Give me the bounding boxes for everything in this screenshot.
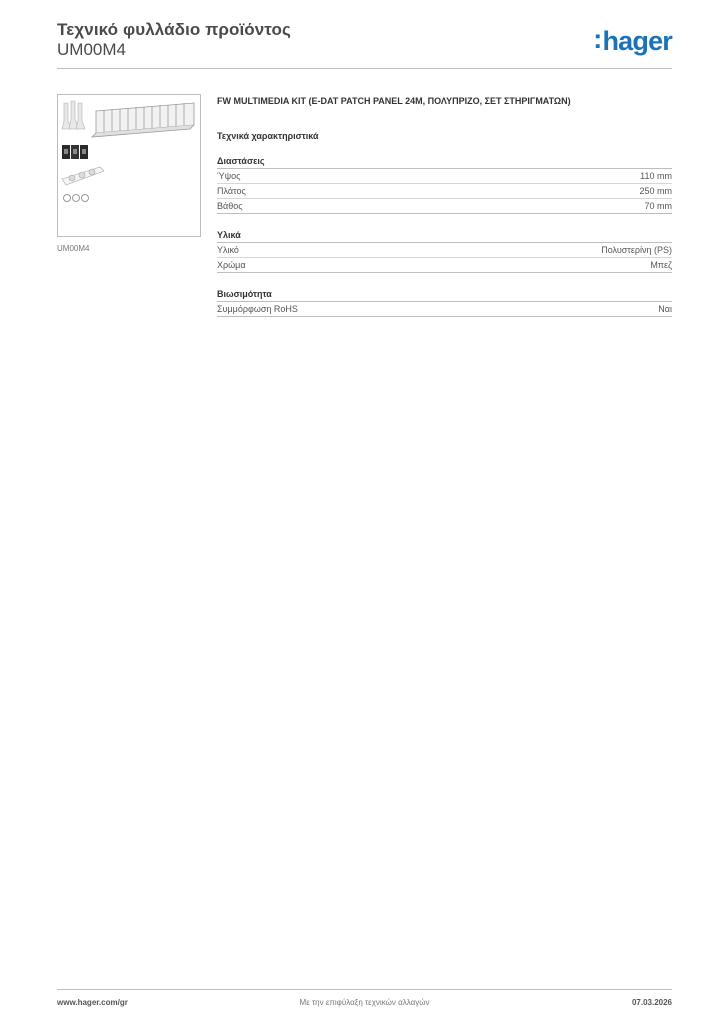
spec-label: Ύψος bbox=[217, 171, 241, 181]
page-footer bbox=[57, 998, 672, 1012]
spec-value: Πολυστερίνη (PS) bbox=[601, 245, 672, 255]
power-strip-icon bbox=[62, 167, 104, 185]
spec-value: 110 mm bbox=[640, 171, 672, 181]
document-date: 07.03.2026 bbox=[631, 998, 672, 1007]
spec-group-dimensions bbox=[217, 154, 672, 214]
image-caption: UM00M4 bbox=[57, 244, 90, 253]
group-title: Βιωσιμότητα bbox=[217, 287, 672, 302]
disclaimer-note: Με την επιφύλαξη τεχνικών αλλαγών bbox=[299, 998, 430, 1007]
page-header bbox=[57, 20, 672, 70]
product-name: FW MULTIMEDIA KIT (E-DAT PATCH PANEL 24M, ΠΟΛΥΠΡΙΖΟ, ΣΕΤ ΣΤΗΡΙΓΜΑΤΩΝ) bbox=[217, 96, 571, 106]
fixing-set-icon bbox=[64, 195, 89, 202]
cable-ties-icon bbox=[62, 101, 85, 129]
spec-value: 70 mm bbox=[644, 201, 672, 211]
spec-row bbox=[217, 199, 672, 214]
spec-label: Πλάτος bbox=[217, 186, 246, 196]
spec-value: Ναι bbox=[658, 304, 672, 314]
product-image bbox=[57, 94, 201, 237]
spec-label: Χρώμα bbox=[217, 260, 246, 270]
spec-panel bbox=[217, 94, 672, 317]
spec-group-materials bbox=[217, 228, 672, 273]
spec-row bbox=[217, 302, 672, 317]
keystone-modules-icon bbox=[62, 145, 88, 159]
spec-label: Υλικό bbox=[217, 245, 239, 255]
hager-logo bbox=[593, 26, 672, 57]
website-link[interactable]: www.hager.com/gr bbox=[57, 998, 128, 1007]
spec-row bbox=[217, 169, 672, 184]
group-title: Υλικά bbox=[217, 228, 672, 243]
spec-group-sustainability bbox=[217, 287, 672, 317]
spec-label: Συμμόρφωση RoHS bbox=[217, 304, 298, 314]
spec-section-title: Τεχνικά χαρακτηριστικά bbox=[217, 131, 319, 141]
spec-value: Μπεζ bbox=[650, 260, 672, 270]
header-divider bbox=[57, 68, 672, 69]
document-title: Τεχνικό φυλλάδιο προϊόντος bbox=[57, 20, 291, 39]
spec-label: Βάθος bbox=[217, 201, 243, 211]
patch-panel-icon bbox=[92, 103, 194, 137]
logo-colon-icon: : bbox=[593, 24, 602, 54]
spec-row bbox=[217, 243, 672, 258]
spec-row bbox=[217, 184, 672, 199]
footer-divider bbox=[57, 989, 672, 990]
group-title: Διαστάσεις bbox=[217, 154, 672, 169]
product-code: UM00M4 bbox=[57, 40, 126, 59]
spec-value: 250 mm bbox=[639, 186, 672, 196]
spec-row bbox=[217, 258, 672, 273]
product-photo-illustration bbox=[58, 95, 200, 236]
logo-text: hager bbox=[602, 26, 672, 56]
